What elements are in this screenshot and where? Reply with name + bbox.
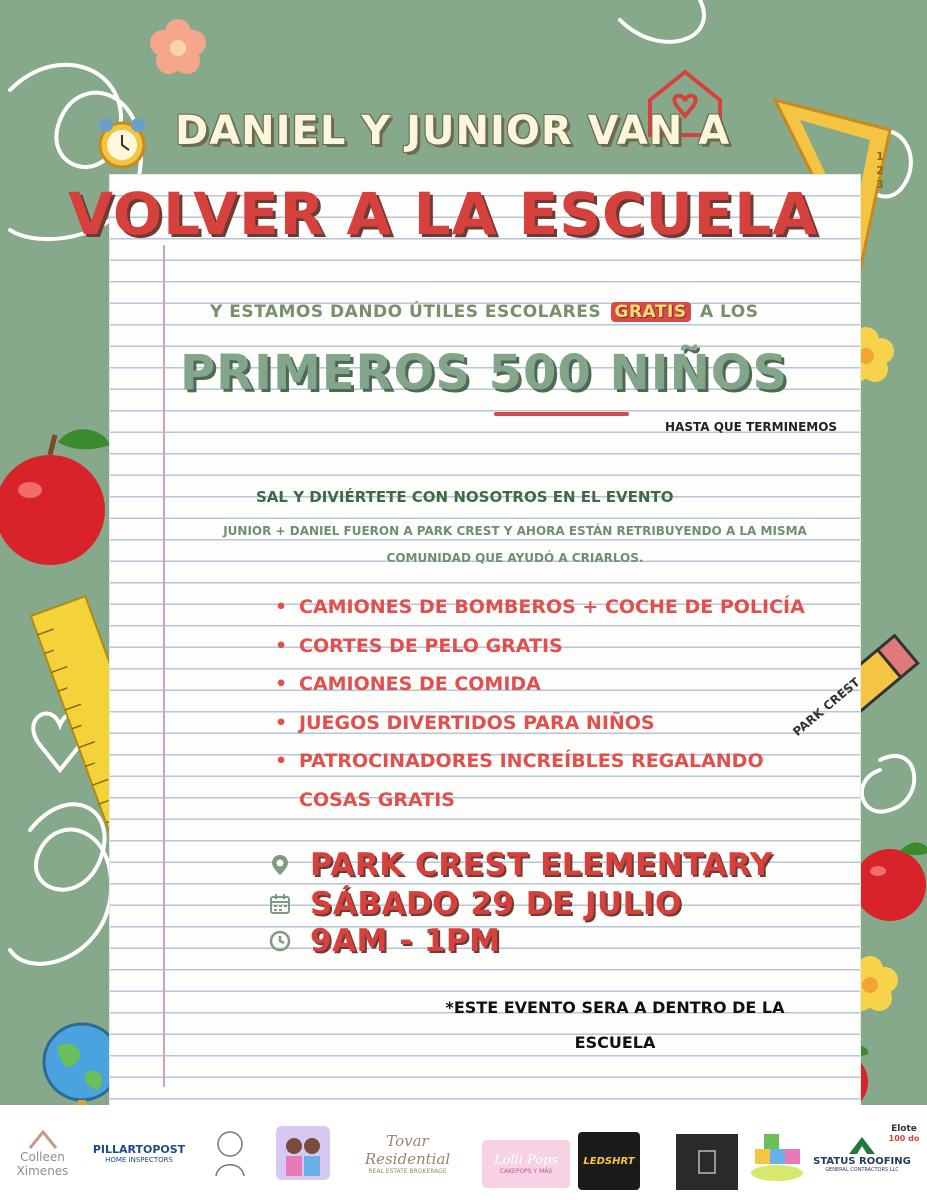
clock-icon [268,929,292,953]
sponsor-logo-pillartopost [80,1118,198,1188]
sponsor-name: STATUS ROOFING [813,1155,911,1167]
ruler-number: 1 [876,150,884,163]
subtitle-suffix: A LOS [699,302,759,322]
swirl-left-bottom [10,804,111,963]
sponsor-name: Elote [891,1123,917,1134]
headline-number: 500 [488,345,592,401]
sponsor-logo-kids [272,1118,334,1188]
title-line-1: DANIEL Y JUNIOR VAN A [175,108,731,154]
ruler-number: 3 [876,178,884,191]
sponsor-logo-tovar [345,1118,470,1188]
activity-item-continued: COSAS GRATIS [299,788,455,811]
sponsor-subname: HOME INSPECTORS [105,1155,173,1164]
roof-logo-icon [28,1128,58,1150]
sponsor-name: Lolli Pops [493,1153,559,1168]
sponsor-logo-colleen [5,1118,80,1188]
activity-list [275,588,805,819]
paper-margin-line [163,245,165,1087]
mountain-logo-icon [847,1134,877,1156]
event-date: SÁBADO 29 DE JULIO [310,886,682,922]
apple-left-icon [0,429,110,565]
sponsor-logo-elote [883,1108,925,1158]
sponsor-name: PILLARTOPOST [92,1142,186,1156]
subtitle-line [210,302,758,322]
title-line-2: VOLVER A LA ESCUELA [68,180,819,248]
sponsor-logo-ledshrt [578,1132,640,1190]
location-row [268,848,773,882]
event-time: 9AM - 1PM [310,923,501,959]
apple-right-icon [854,842,927,921]
pencil-label: PARK CREST [790,675,863,739]
alarm-clock-icon [99,118,145,167]
abc-blocks-icon [750,1123,805,1183]
sponsor-logo-portrait [200,1118,260,1188]
woman-portrait-icon [210,1126,250,1181]
headline-suffix: NIÑOS [609,345,789,401]
until-note: HASTA QUE TERMINEMOS [665,420,838,434]
sponsor-logo-abc [745,1118,810,1188]
sponsor-logo-dark [676,1134,738,1190]
headline-prefix: PRIMEROS [180,345,471,401]
time-row [268,924,501,958]
headline [180,345,788,401]
sponsor-logo-lollipops [482,1140,570,1188]
sponsor-name: LEDSHRT [583,1155,635,1167]
ruler-number: 2 [876,164,884,177]
subtitle-prefix: Y ESTAMOS DANDO ÚTILES ESCOLARES [210,302,602,322]
sponsor-subname: 100 do [888,1133,920,1143]
swirl-right-top [620,0,704,42]
sponsor-subname: REAL ESTATE BROKERAGE [368,1167,447,1175]
date-row [268,887,682,921]
activity-item: • JUEGOS DIVERTIDOS PARA NIÑOS [275,704,805,743]
location-pin-icon [268,853,292,877]
activity-item: • PATROCINADORES INCREÍBLES REGALANDO [275,742,805,781]
calendar-icon [268,892,292,916]
sponsor-subname: CAKEPOPS Y MÁS [499,1168,553,1175]
flower-top-left [150,19,206,74]
gratis-badge: GRATIS [611,302,691,322]
location-note: *ESTE EVENTO SERA A DENTRO DE LA ESCUELA [445,998,785,1052]
ruler-scale [872,150,888,192]
activity-item: • CAMIONES DE BOMBEROS + COCHE DE POLICÍA [275,588,805,627]
number-underline [494,412,629,416]
monogram-icon [697,1149,717,1175]
activity-item: • CORTES DE PELO GRATIS [275,627,805,666]
sponsor-subname: GENERAL CONTRACTORS LLC [825,1166,899,1173]
sponsor-name: Tovar Residential [364,1131,451,1168]
sponsor-subname: Ximenes [16,1164,69,1178]
sponsor-name: Colleen [20,1150,65,1164]
activity-item: • CAMIONES DE COMIDA [275,665,805,704]
kids-photo-icon [274,1124,332,1182]
event-description: JUNIOR + DANIEL FUERON A PARK CREST Y AHORA ESTÁN RETRIBUYENDO A LA MISMA COMUNIDAD QUE AYUDÓ A CRIARLOS. [223,524,807,565]
swirl-right-bottom [862,756,914,812]
event-location: PARK CREST ELEMENTARY [310,847,773,883]
event-invite: SAL Y DIVIÉRTETE CON NOSOTROS EN EL EVENTO [256,488,674,506]
